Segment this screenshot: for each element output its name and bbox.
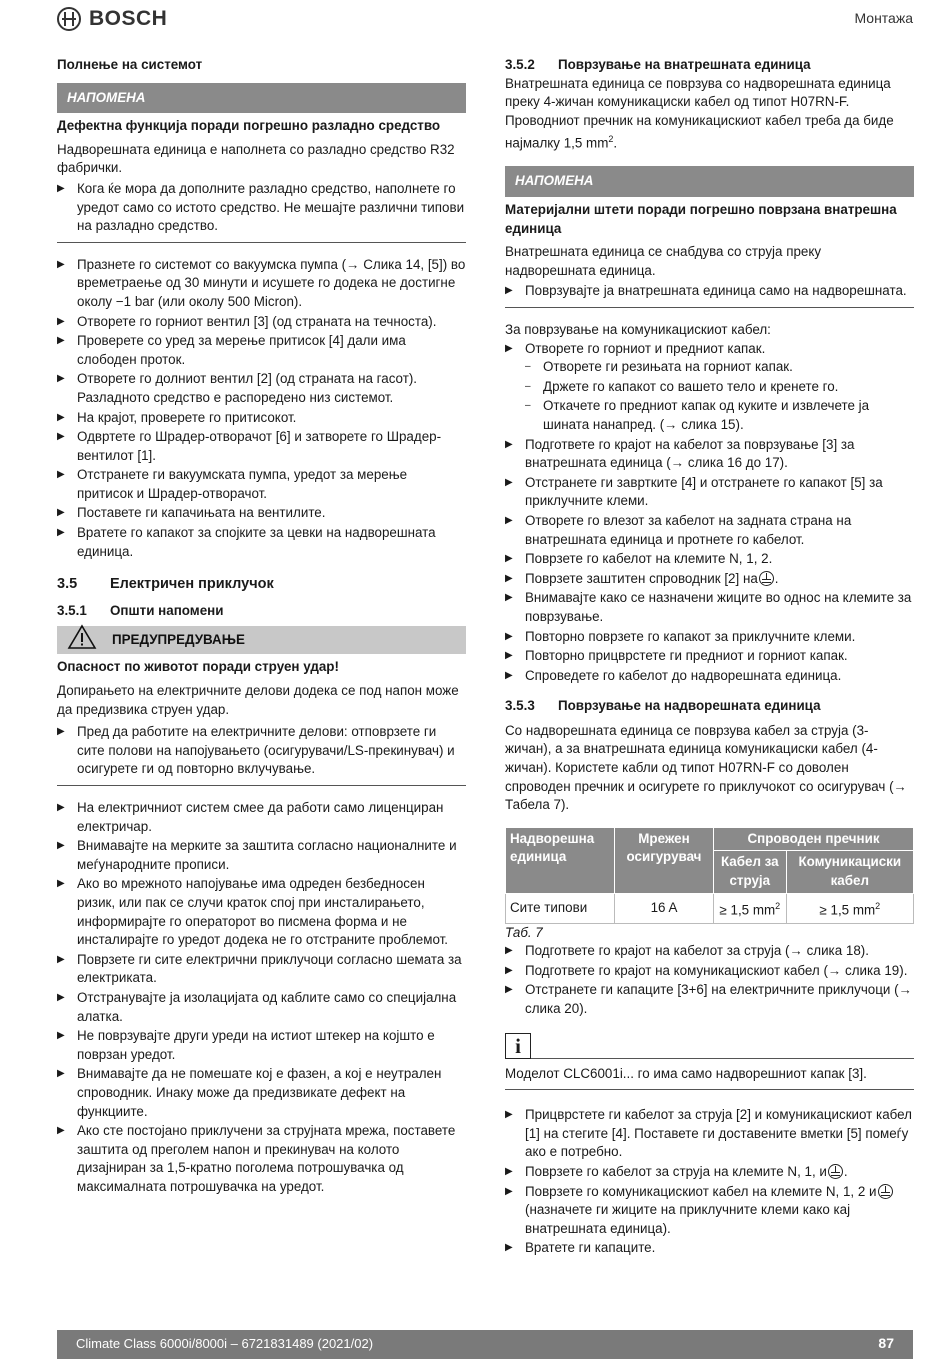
list-item: ▶ Внимавајте на мерките за заштита согласно националните и меѓународните прописи. [57,837,466,874]
list-item: ▶ Поставете ги капачињата на вентилите. [57,504,466,523]
section-number: 3.5 [57,576,78,593]
table-header-row [506,827,914,851]
list-item: ▶ Отворете го долниот вентил [2] (од страната на гасот). Разладното средство е распоредено низ системот. [57,370,466,407]
divider [505,1089,914,1090]
warning-label: ПРЕДУПРЕДУВАЊЕ [112,632,245,648]
list-item: ▶ Отстранете ги капаците [3+6] на електричните приклучоци (→ слика 20). [505,981,914,1018]
info-icon: i [505,1033,531,1059]
filling-title: Полнење на системот [57,57,203,72]
list-item: ▶ Спроведете го кабелот до надворешната единица. [505,667,914,686]
note-heading: Дефектна функција поради погрешно разладно средство [57,118,441,134]
superscript: 2 [875,900,881,911]
section-number: 3.5.1 [57,602,87,618]
sub-list-item: – Откачете го предниот капак од куките и извлечете ја шината нанапред. (→ слика 15). [525,397,914,434]
table-row [506,893,914,923]
list-item: ▶ Поврзете го кабелот на клемите N, 1, 2. [505,550,914,569]
brand-name: BOSCH [89,7,168,30]
table-header-fuse: Мрежен осигурувач [615,827,714,893]
right-column [505,56,914,1259]
ground-symbol-icon [759,571,774,586]
list-item: ▶ Повторно прицврстете ги предниот и горниот капак. [505,647,914,666]
list-item [505,340,914,435]
list-item [505,1183,914,1239]
section-number: 3.5.2 [505,57,535,72]
list-item-text: (назначете ги жиците на приклучните клеми како кај внатрешната единица). [525,1202,851,1236]
bosch-logo [57,7,167,31]
section-text: Со надворешната единица се поврзува кабел за струја (3-жичан), а за внатрешната единица комуникациски кабел (4-жичан). Користете кабли од типот H07RN-F со доволен спроводен пречник и осигурете го приклучокот со осигурувач (→ Табела 7). [505,722,907,813]
divider [505,307,914,308]
section-3-5-3-heading [505,697,914,716]
info-box [505,1033,914,1061]
list-item: ▶ Празнете го системот со вакуумска пумпа (→ Слика 14, [5]) во времетраење од 30 минути и исушете го додека не достигне околу −1 bar (или околу 500 Micron). [57,256,466,312]
section-3-5-1-heading [57,602,466,621]
list-item: ▶ Отстранете ги завртките [4] и отстранете го капакот [5] за приклучните клеми. [505,474,914,511]
list-item: ▶ Проверете со уред за мерење притисок [4] дали има слободен проток. [57,332,466,369]
list-item: ▶ Не поврзувајте други уреди на истиот штекер на којшто е поврзан уредот. [57,1027,466,1064]
list-item: ▶ Вратете ги капаците. [505,1239,914,1258]
superscript: 2 [775,900,781,911]
section-title: Поврзување на надворешната единица [558,698,821,714]
general-notes [57,799,466,1196]
note-heading: Материјални штети поради погрешно поврзана внатрешна единица [505,202,897,236]
list-item: ▶ Поврзувајте ја внатрешната единица само на надворешната. [505,282,914,301]
list-item: ▶ Отстранете ги вакуумската пумпа, уредот за мерење притисок и Шрадер-отворачот. [57,466,466,503]
list-item: ▶ Одвртете го Шрадер-отворачот [6] и затворете го Шрадер-вентилот [1]. [57,428,466,465]
list-item: ▶ Пред да работите на електричните делови: отповрзете ги сите полови на напојувањето (осигурувачи/LS-прекинувач) и осигурете ги од повторно вклучување. [57,723,466,779]
warning-heading: Опасност по животот поради струен удар! [57,659,339,675]
list-item-text: Поврзете заштитен спроводник [2] на [525,570,758,586]
note-text: Внатрешната единица се снабдува со струја преку надворешната единица. [505,244,822,278]
info-text: Моделот CLC6001i... го има само надворешниот капак [3]. [505,1065,867,1081]
list-item: ▶ Поврзете ги сите електрични приклучоци согласно шемата за електриката. [57,951,466,988]
list-item: ▶ Подгответе го крајот на комуникацискиот кабел (→ слика 19). [505,962,914,981]
list-item: ▶ Отворете го горниот вентил [3] (од страната на течноста). [57,313,466,332]
list-item-text: Поврзете го кабелот за струја на клемите N, 1, и [525,1164,827,1180]
list-item: ▶ Подгответе го крајот на кабелот за поврзување [3] за внатрешната единица (→ слика 16 до 17). [505,436,914,473]
table-header-power: Кабел за струја [714,851,787,893]
note-bar: НАПОМЕНА [505,166,914,197]
section-text-body: Внатрешната единица се поврзува со надворешната единица преку 4-жичан комуникациски кабел од типот H07RN-F. Проводниот пречник на комуникацискиот кабел треба да биде најмалку 1,5 mm [505,75,894,151]
table-header-diameter: Спроводен пречник [714,827,914,851]
list-item: ▶ Отстранувајте ја изолацијата од каблите само со специјална алатка. [57,989,466,1026]
sub-list-item: – Отворете ги резињата на горниот капак. [525,358,914,377]
page-number: 87 [878,1335,894,1351]
divider [57,242,466,243]
prep-steps [505,942,914,1018]
note-bar: НАПОМЕНА [57,83,466,114]
cell-value: ≥ 1,5 mm [719,902,776,918]
list-item: ▶ Прицврстете ги кабелот за струја [2] и комуникацискиот кабел [1] на стегите [4]. Поставете ги доставените вметки [5] помеѓу ако е потребно. [505,1106,914,1162]
sub-list [525,358,914,434]
table-cell: 16 A [615,893,714,923]
list-item: ▶ Вратете го капакот за спојките за цевки на надворешната единица. [57,524,466,561]
section-title: Електричен приклучок [110,576,274,593]
list-item-text: Отворете го горниот и предниот капак. [525,340,766,356]
warning-bar [57,626,466,654]
table-cell [786,893,913,923]
list-item: ▶ Внимавајте како се назначени жиците во однос на клемите за поврзување. [505,589,914,626]
list-item: ▶ Внимавајте да не помешате кој е фазен, а кој е неутрален спроводник. Инаку може да предизвикате дефект на функциите. [57,1065,466,1121]
list-item: ▶ Повторно поврзете го капакот за приклучните клеми. [505,628,914,647]
list-item: ▶ Поврзете го кабелот за струја на клемите N, 1, и . [505,1163,914,1182]
footer-title: Climate Class 6000i/8000i – 6721831489 (2021/02) [76,1336,374,1351]
table-cell: Сите типови [506,893,615,923]
section-label: Монтажа [854,10,913,26]
ground-symbol-icon [878,1184,893,1199]
list-item-text: Поврзете го комуникацискиот кабел на клемите N, 1, 2 и [525,1183,877,1199]
filling-steps [57,256,466,562]
final-steps [505,1106,914,1258]
warning-text: Допирањето на електричните делови додека се под напон може да предизвика струен удар. [57,683,459,717]
section-title: Општи напомени [110,602,224,618]
list-item: ▶ Отворете го влезот за кабелот на задната страна на внатрешната единица и протнете го кабелот. [505,512,914,549]
footer-bar [57,1330,913,1359]
sub-list-item: – Држете го капакот со вашето тело и кренете го. [525,378,914,397]
table-caption: Таб. 7 [505,924,543,940]
list-item: ▶ Ако сте постојано приклучени за струјната мрежа, поставете заштита од преголем напон и прекинувач на колото дизајниран за 1,5-кратно поголема потрошувачка од максималната потрошувачка на уредот. [57,1122,466,1196]
list-item: ▶ Подгответе го крајот на кабелот за струја (→ слика 18). [505,942,914,961]
punct: . [613,135,618,151]
bosch-logo-icon [57,7,81,31]
section-text [505,75,914,154]
section-3-5-heading [57,575,466,594]
section-title: Поврзување на внатрешната единица [558,57,811,72]
divider [531,1058,914,1059]
warning-list [57,723,466,779]
section-number: 3.5.3 [505,698,535,714]
table-header-unit: Надворешна единица [506,827,615,893]
comm-intro: За поврзување на комуникацискиот кабел: [505,322,771,337]
table-cell [714,893,787,923]
divider [57,785,466,786]
left-column [57,56,466,1197]
ground-symbol-icon [828,1164,843,1179]
table-header-comm: Комуникациски кабел [786,851,913,893]
cable-table [505,827,914,924]
note-text: Надворешната единица е наполнета со разладно средство R32 фабрички. [57,141,455,176]
punct: . [774,570,779,586]
comm-steps [505,340,914,686]
note-list [57,180,466,236]
list-item: ▶ Кога ќе мора да дополните разладно средство, наполнете го уредот само со истото средство. Не мешајте различни типови на разладно средство. [57,180,466,236]
list-item: ▶ На крајот, проверете го притисокот. [57,409,466,428]
list-item [505,570,914,589]
note-list [505,282,914,301]
section-3-5-2-heading [505,56,914,75]
cell-value: ≥ 1,5 mm [819,902,876,918]
list-item: ▶ На електричниот систем смее да работи само лиценциран електричар. [57,799,466,836]
list-item: ▶ Ако во мрежното напојување има одреден безбедносен ризик, или пак се случи краток спој при инсталирањето, информирајте го операторот во писмена форма и не инсталирајте го уредот додека не го отстраните проблемот. [57,875,466,949]
superscript: 2 [608,134,614,145]
